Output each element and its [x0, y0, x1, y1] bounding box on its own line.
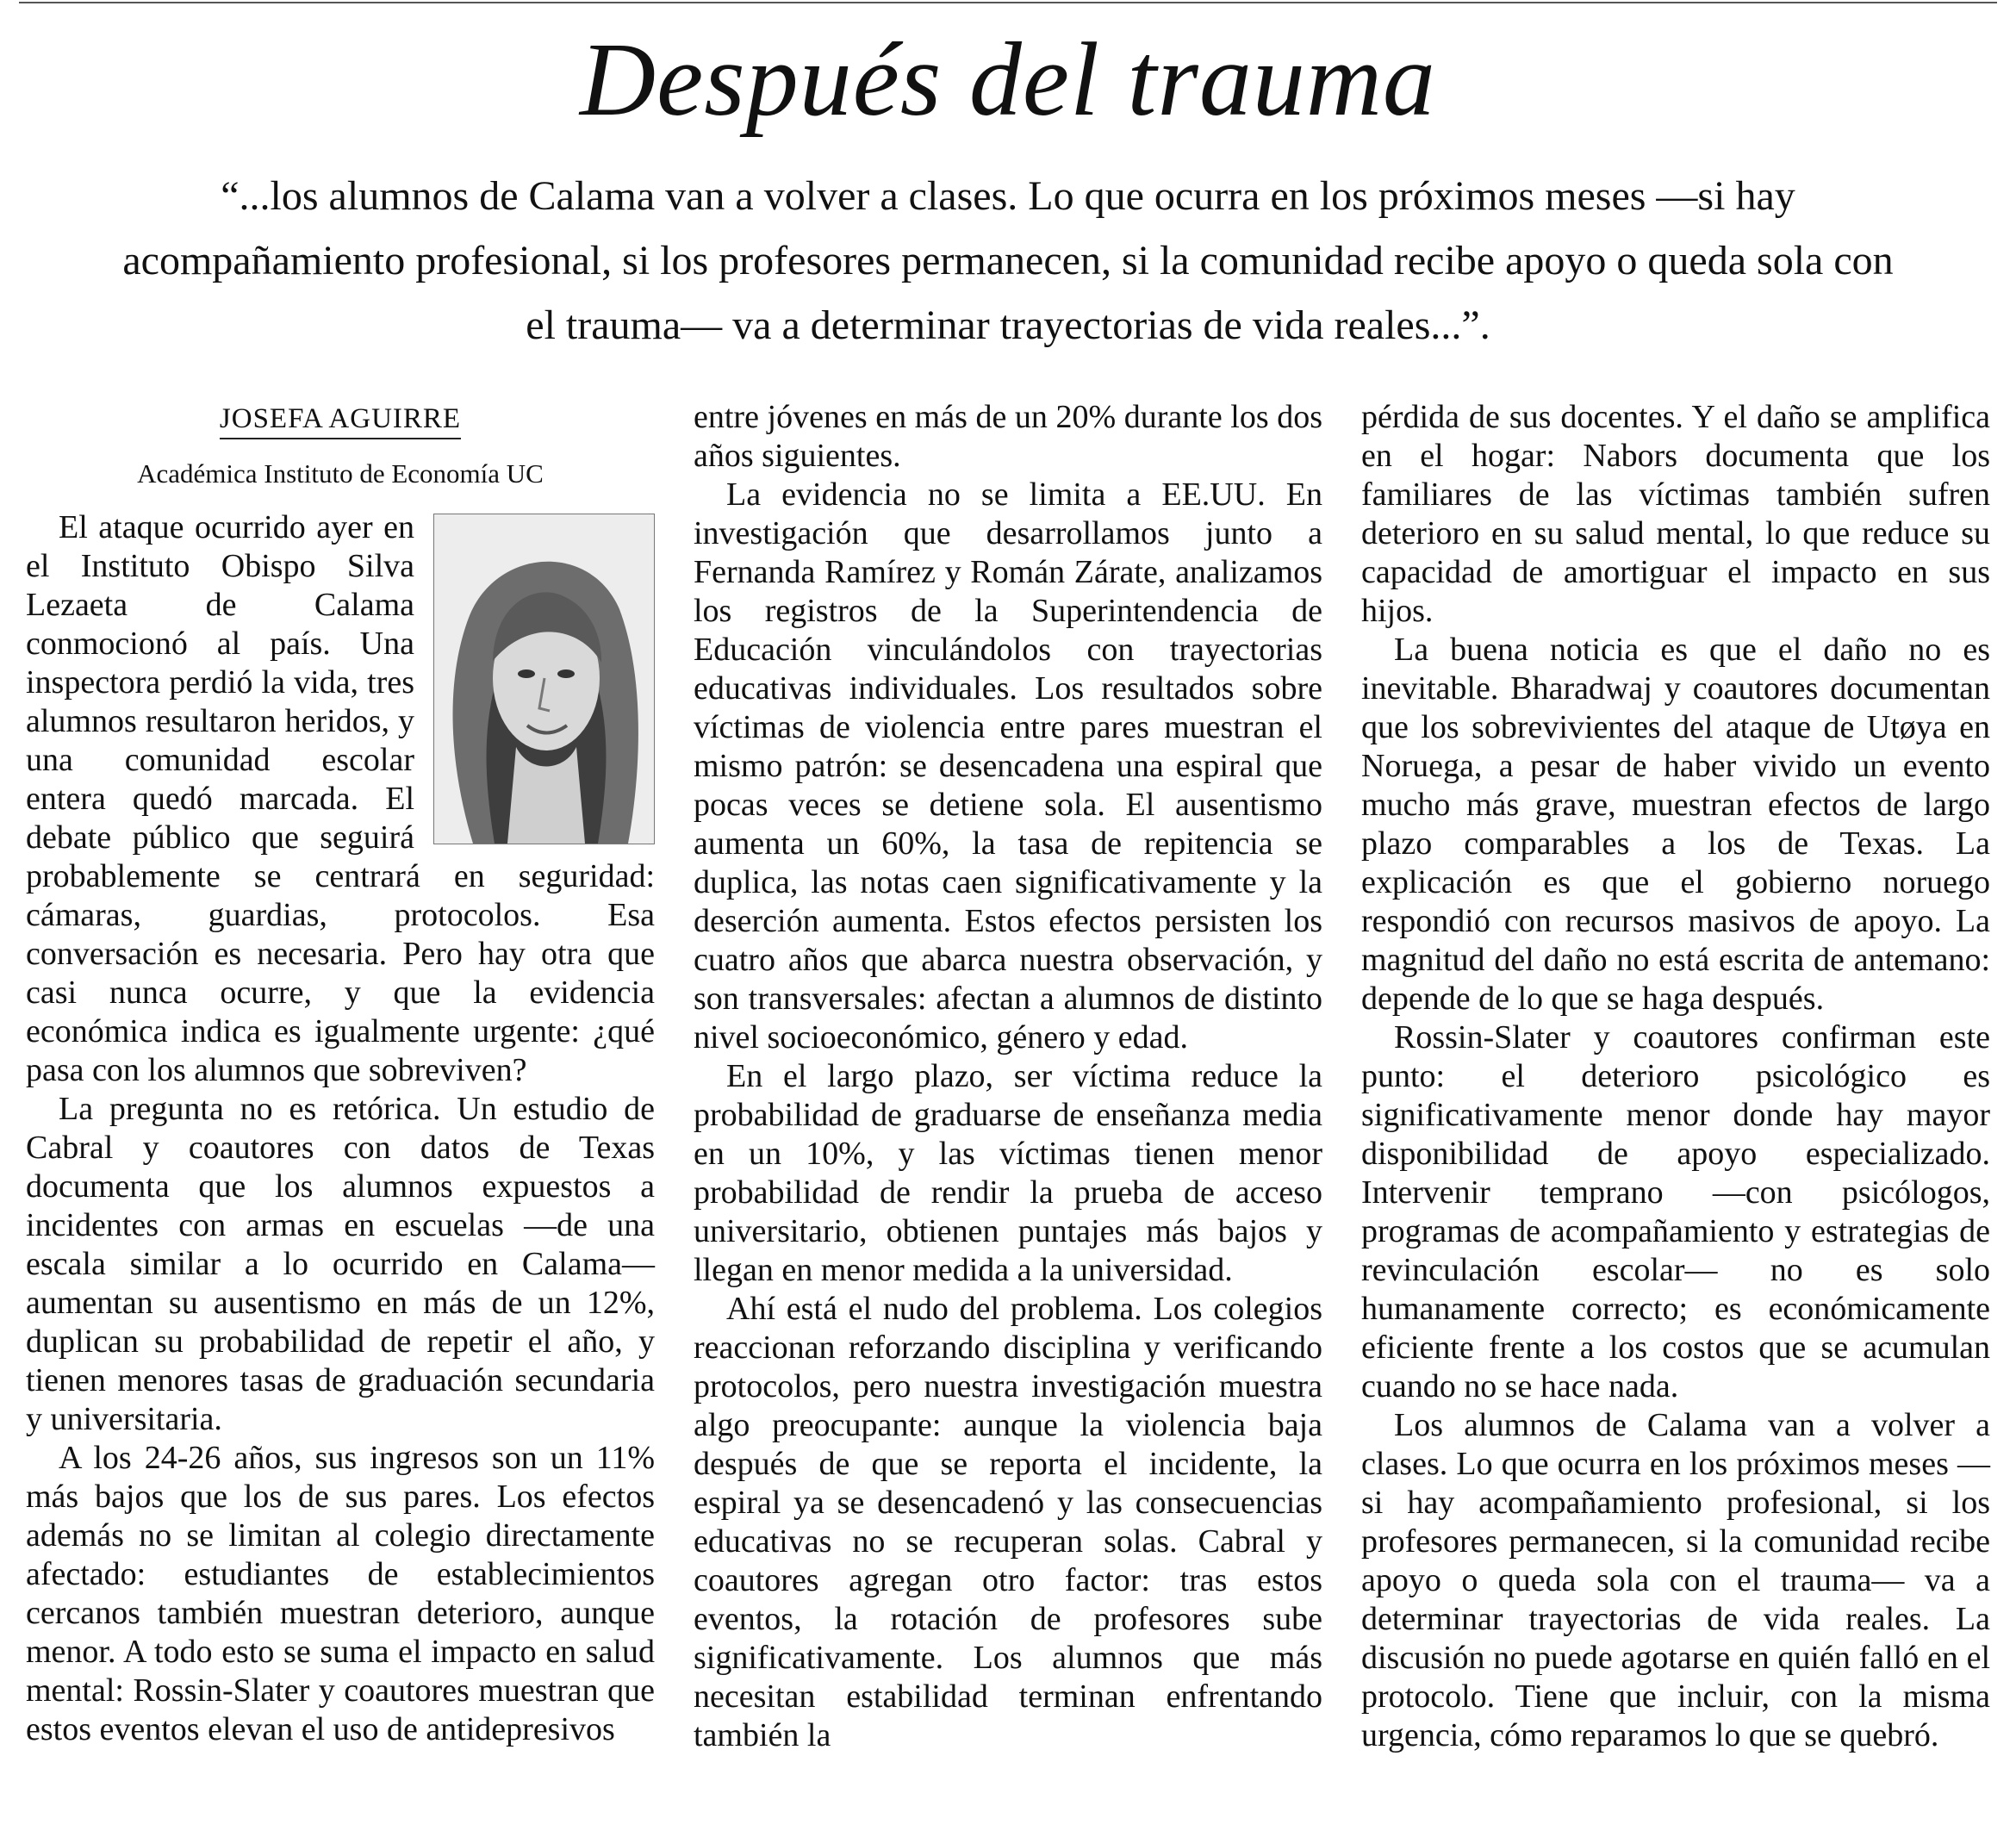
paragraph: La evidencia no se limita a EE.UU. En investigación que desarrollamos junto a Fernanda Ramírez y Román Zárate, analizamos los registros de la Superintendencia de Educación vinculándolos con trayectorias educativas individuales. Los resultados sobre víctimas de violencia entre pares muestran el mismo patrón: se desencadena una espiral que pocas veces se detiene sola. El ausentismo aumenta un 60%, la tasa de repitencia se duplica, las notas caen significativamente y la deserción aumenta. Estos efectos persisten los cuatro años que abarca nuestra observación, y son transversales: afectan a alumnos de distinto nivel socioeconómico, género y edad. [694, 476, 1322, 1055]
paragraph: pérdida de sus docentes. Y el daño se amplifica en el hogar: Nabors documenta que los familiares de las víctimas también sufren deterioro en su salud mental, lo que reduce su capacidad de amortiguar el impacto en sus hijos. [1361, 399, 1990, 629]
paragraph: La buena noticia es que el daño no es inevitable. Bharadwaj y coautores documentan que los sobrevivientes del ataque de Utøya en Noruega, a pesar de haber vivido un evento mucho más grave, muestran efectos de largo plazo comparables a los de Texas. La explicación es que el gobierno noruego respondió con recursos masivos de apoyo. La magnitud del daño no está escrita de antemano: depende de lo que se haga después. [1361, 632, 1990, 1017]
paragraph: En el largo plazo, ser víctima reduce la probabilidad de graduarse de enseñanza media en un 10%, y las víctimas tienen menor probabilidad de rendir la prueba de acceso universitario, obtienen puntajes más bajos y llegan en menor medida a la universidad. [694, 1058, 1322, 1288]
column-3 [1361, 398, 1990, 1755]
paragraph: El ataque ocurrido ayer en el Instituto Obispo Silva Lezaeta de Calama conmocionó al país. Una inspectora perdió la vida, tres alumnos resultaron heridos, y una comunidad escolar entera quedó marcada. El debate público que seguirá probablemente se centrará en seguridad: cámaras, guardias, protocolos. Esa conversación es necesaria. Pero hay otra que casi nunca ocurre, y que la evidencia económica indica es igualmente urgente: ¿qué pasa con los alumnos que sobreviven? [26, 509, 655, 1088]
byline [26, 398, 655, 439]
top-rule [19, 2, 1997, 3]
pull-quote: “...los alumnos de Calama van a volver a clases. Lo que ocurra en los próximos meses —si hay acompañamiento profesional, si los profesores permanecen, si la comunidad recibe apoyo o queda sola con el trauma— va a determinar trayectorias de vida reales...”. [122, 173, 1894, 348]
author-affiliation: Académica Instituto de Economía UC [137, 458, 544, 489]
paragraph: A los 24-26 años, sus ingresos son un 11% más bajos que los de sus pares. Los efectos además no se limitan al colegio directamente afectado: estudiantes de establecimientos cercanos también muestran deterioro, aunque menor. A todo esto se suma el impacto en salud mental: Rossin-Slater y coautores muestran que estos eventos elevan el uso de antidepresivos [26, 1440, 655, 1747]
author-name: JOSEFA AGUIRRE [220, 402, 461, 439]
column-2 [694, 398, 1322, 1755]
article-title: Después del trauma [580, 22, 1436, 138]
paragraph: Ahí está el nudo del problema. Los colegios reaccionan reforzando disciplina y verificando protocolos, pero nuestra investigación muestra algo preocupante: aunque la violencia baja después de que se reporta el incidente, la espiral ya se desencadenó y las consecuencias educativas no se recuperan solas. Cabral y coautores agregan otro factor: tras estos eventos, la rotación de profesores sube significativamente. Los alumnos que más necesitan estabilidad terminan enfrentando también la [694, 1291, 1322, 1753]
column-1 [26, 398, 655, 1749]
author-photo [433, 514, 655, 844]
paragraph: Rossin-Slater y coautores confirman este punto: el deterioro psicológico es significativamente menor donde hay mayor disponibilidad de apoyo especializado. Intervenir temprano —con psicólogos, programas de acompañamiento y estrategias de revinculación escolar— no es solo humanamente correcto; es económicamente eficiente frente a los costos que se acumulan cuando no se hace nada. [1361, 1019, 1990, 1404]
paragraph: entre jóvenes en más de un 20% durante los dos años siguientes. [694, 399, 1322, 474]
paragraph: Los alumnos de Calama van a volver a clases. Lo que ocurra en los próximos meses —si hay acompañamiento profesional, si los profesores permanecen, si la comunidad recibe apoyo o queda sola con el trauma— va a determinar trayectorias de vida reales. La discusión no puede agotarse en quién falló en el protocolo. Tiene que incluir, con la misma urgencia, cómo reparamos lo que se quebró. [1361, 1407, 1990, 1753]
paragraph: La pregunta no es retórica. Un estudio de Cabral y coautores con datos de Texas documenta que los alumnos expuestos a incidentes con armas en escuelas —de una escala similar a lo ocurrido en Calama— aumentan su ausentismo en más de un 12%, duplican su probabilidad de repetir el año, y tienen menores tasas de graduación secundaria y universitaria. [26, 1091, 655, 1437]
